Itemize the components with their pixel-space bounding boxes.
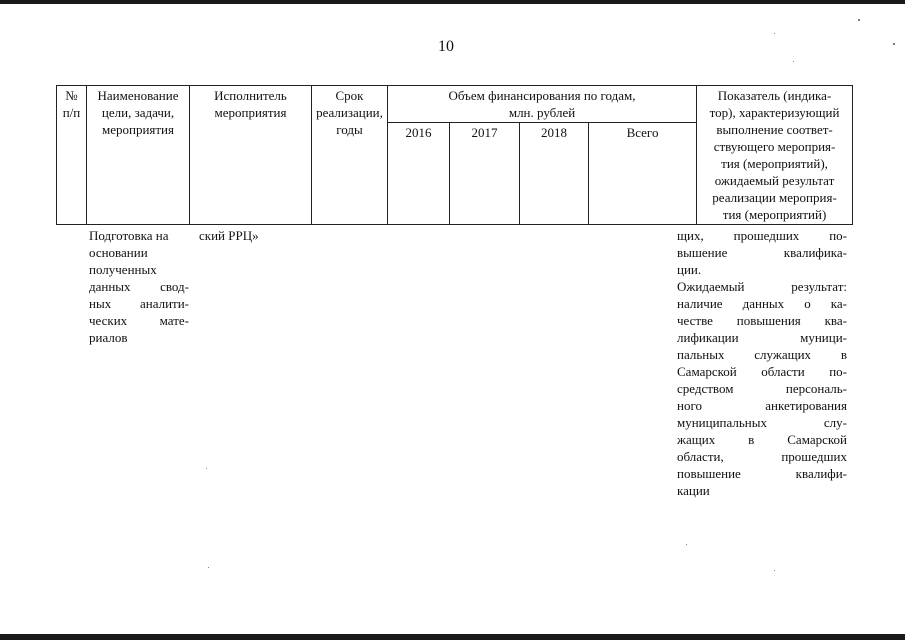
scan-speck <box>206 468 207 469</box>
header-year-total: Всего <box>589 123 697 225</box>
header-col-number: № п/п <box>57 86 87 225</box>
scan-speck <box>774 33 775 34</box>
scan-speck <box>208 567 209 568</box>
page-top-border <box>0 0 905 4</box>
scan-speck <box>774 570 775 571</box>
scan-speck <box>858 19 860 21</box>
header-col-funding: Объем финансирования по годам, млн. рублей <box>388 86 697 123</box>
header-year-2016: 2016 <box>388 123 450 225</box>
scan-speck <box>793 61 794 62</box>
header-year-2017: 2017 <box>450 123 520 225</box>
header-col-name: Наименование цели, задачи, мероприятия <box>87 86 190 225</box>
row-indicator-cell: щих, прошедших по- вышение квалифика- ции. Ожидаемый результат: наличие данных о ка- честве повышения ква- лификации муници- пальных служащих в Самарской области по- средством персональ- ного анкетирования муниципальных слу- жащих в Самарской области, прошедших повышение квалифи- кации <box>677 228 847 498</box>
scan-speck <box>686 544 687 545</box>
page-number: 10 <box>438 38 454 55</box>
scan-speck <box>893 43 895 45</box>
row-executor-cell: ский РРЦ» <box>199 228 259 243</box>
row-name-cell: Подготовка на основании полученных данных свод- ных аналити- ческих мате- риалов <box>89 228 189 345</box>
page-bottom-border <box>0 634 905 640</box>
table-header <box>56 85 853 225</box>
header-col-indicator: Показатель (индика- тор), характеризующий выполнение соответ- ствующего мероприя- тия (мероприятий), ожидаемый результат реализации мероприя- тия (мероприятий) <box>697 86 853 225</box>
header-col-term: Срок реализации, годы <box>312 86 388 225</box>
header-col-executor: Исполнитель мероприятия <box>190 86 312 225</box>
header-year-2018: 2018 <box>520 123 589 225</box>
